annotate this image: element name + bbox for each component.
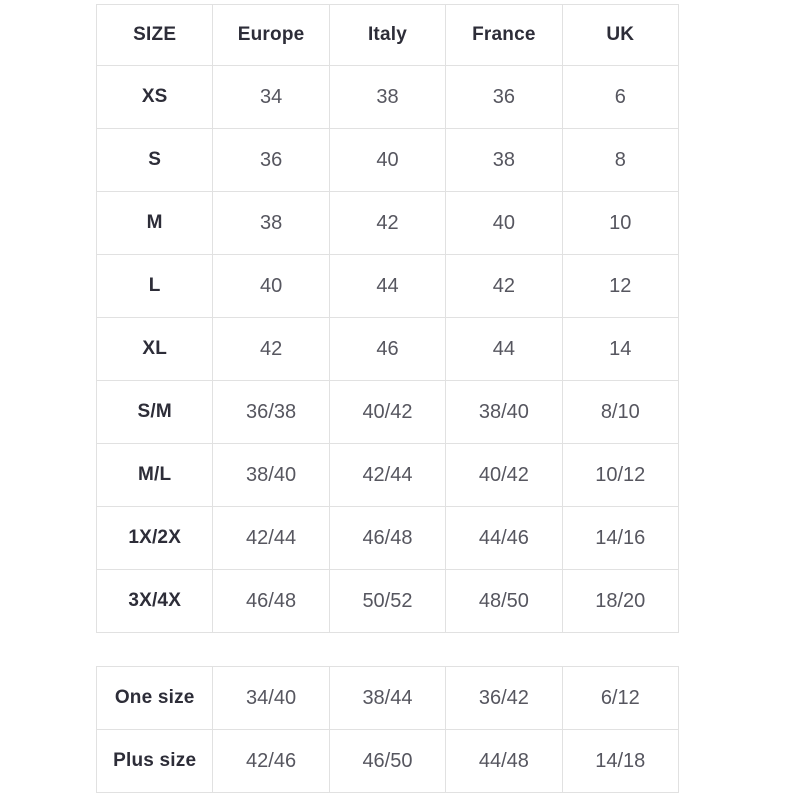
europe-value: 38 [213,192,329,255]
column-header-uk: UK [562,5,678,66]
column-header-france: France [446,5,562,66]
europe-value: 38/40 [213,444,329,507]
table-row [97,66,679,129]
uk-value: 14/16 [562,507,678,570]
europe-value: 36 [213,129,329,192]
uk-value: 12 [562,255,678,318]
size-label: S [97,129,213,192]
italy-value: 46/48 [329,507,445,570]
table-header-row [97,5,679,66]
france-value: 44/48 [446,730,562,793]
italy-value: 42/44 [329,444,445,507]
france-value: 38/40 [446,381,562,444]
france-value: 44/46 [446,507,562,570]
italy-value: 38/44 [329,667,445,730]
france-value: 36 [446,66,562,129]
special-size-table [96,666,679,793]
europe-value: 40 [213,255,329,318]
france-value: 38 [446,129,562,192]
table-row [97,507,679,570]
italy-value: 50/52 [329,570,445,633]
italy-value: 46 [329,318,445,381]
france-value: 42 [446,255,562,318]
table-row [97,318,679,381]
size-label: 3X/4X [97,570,213,633]
uk-value: 6/12 [562,667,678,730]
uk-value: 6 [562,66,678,129]
uk-value: 8 [562,129,678,192]
size-conversion-table [96,4,679,633]
size-label: 1X/2X [97,507,213,570]
uk-value: 10 [562,192,678,255]
table-row [97,192,679,255]
europe-value: 34 [213,66,329,129]
size-label: XS [97,66,213,129]
size-label: Plus size [97,730,213,793]
size-label: M [97,192,213,255]
italy-value: 40/42 [329,381,445,444]
italy-value: 40 [329,129,445,192]
uk-value: 10/12 [562,444,678,507]
uk-value: 14 [562,318,678,381]
table-row [97,255,679,318]
france-value: 48/50 [446,570,562,633]
uk-value: 18/20 [562,570,678,633]
europe-value: 42/44 [213,507,329,570]
europe-value: 42 [213,318,329,381]
column-header-italy: Italy [329,5,445,66]
italy-value: 42 [329,192,445,255]
table-row [97,381,679,444]
table-row [97,129,679,192]
france-value: 44 [446,318,562,381]
uk-value: 8/10 [562,381,678,444]
table-row [97,667,679,730]
italy-value: 44 [329,255,445,318]
europe-value: 42/46 [213,730,329,793]
size-label: S/M [97,381,213,444]
table-row [97,730,679,793]
italy-value: 46/50 [329,730,445,793]
size-chart-container [96,4,679,793]
column-header-europe: Europe [213,5,329,66]
table-row [97,444,679,507]
europe-value: 34/40 [213,667,329,730]
size-label: XL [97,318,213,381]
column-header-size: SIZE [97,5,213,66]
size-label: L [97,255,213,318]
uk-value: 14/18 [562,730,678,793]
italy-value: 38 [329,66,445,129]
size-label: M/L [97,444,213,507]
france-value: 40 [446,192,562,255]
size-label: One size [97,667,213,730]
europe-value: 46/48 [213,570,329,633]
france-value: 36/42 [446,667,562,730]
table-row [97,570,679,633]
europe-value: 36/38 [213,381,329,444]
france-value: 40/42 [446,444,562,507]
